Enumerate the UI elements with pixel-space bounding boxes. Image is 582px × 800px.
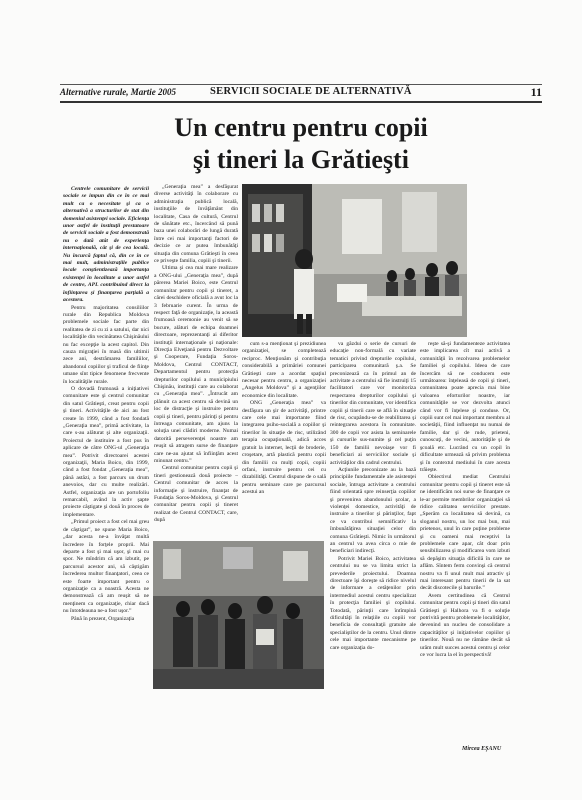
column-5 [420,341,510,741]
column-4 [330,341,416,741]
header-rule [60,101,542,103]
title-line-2: şi tineri la Grătieşti [193,145,409,174]
paragraph: Obiectivul mediat Centrului comunitar pentru copii şi tineret este să ne identificăm noi surse de finanţare ce le-ar permite membrilor organizaţiei să ridice calitatea serviciilor prestate. „Sperăm ca localitatea să devină, ca sloganul nostru, un loc mai bun, mai prietenos, unul în care puţine probleme şi cu oameni mai receptivi la problemele care apar, cât doar prin sensibilizarea şi modificarea vom izbuti să depăşim situaţia dificilă în care ne aflăm. Sîntem ferm convinşi că centrul nostru va fi unul mult mai atractiv şi mai interesant pentru tinerii de la sat decât discotecile şi barurile.” [420,474,510,592]
paragraph: Potrivit Mariei Boico, activitatea centrului nu se va limita strict la prevederile proiectului. Doamna directoare îşi doreşte să ridice nivelul de informare a cetăţenilor prin intermediul acestui centru specializat în protecţia familiei şi copilului. Totodată, părinţii care întîmpină dificultăţi în relaţiile cu copiii vor beneficia de consultaţii gratuite ale specialiştilor de la centru. Unul dintre cele mai importante mecanisme pe care organizaţia do- [330,555,416,651]
photo-group [153,541,324,689]
title-line-1: Un centru pentru copii [174,113,428,142]
paragraph: „Primul proiect a fost cel mai greu de câştigat”, ne spune Maria Boico, „dar acesta ne-a învăţat multă încredere în forţele proprii. Mai departe a fost şi mai uşor, şi mai cu spor. Ne mîndrim că am izbutit, pe parcursul acestor ani, să câştigăm încrederea multor finanţatori, ceea ce este foarte important pentru o organizaţie ca a noastră. Acesta ne demonstrează că am reuşit să ne menţinem ca organizaţie, chiar dacă nu întotdeauna ne-a fost uşor.” [63,519,149,615]
paragraph: Până în prezent, Organizaţia [71,615,135,622]
article-title [60,112,542,176]
paragraph: Centrul comunitar pentru copii şi tineri gestionează două proiecte – Centrul comunitar de acces la informaţie şi instruire, finanţat de Fundaţia Soros-Moldova, şi Centrul comunitar pentru copii şi tineret realizat de Centrul CONTACT, care, după [154,465,238,524]
publication-name: Alternative rurale, Martie 2005 [60,87,177,97]
column-1 [63,186,149,738]
paragraph: ONG „Generaţia mea” va desfăşura un şir de activităţi, printre care cele mai importante fiind integrarea psiho-socială a copiilor şi tinerilor în situaţie de risc, utilizând terapia ocupaţională, adică acces gratuit la internet, lecţii de broderie, croşetare, artă plastică pentru copii din familii cu mulţi copii, copiii orfani, instruire pentru cei cu dizabilităţi. Centrul dispune de o sală pentru seminare care pe parcursul acestui an [242,400,326,496]
photo-classroom [242,184,467,337]
paragraph: Ultima şi cea mai mare realizare a ONG-ului „Generaţia mea”, după părerea Mariei Boico, este Centrul comunitar pentru copii şi tineret, a cărei deschidere oficială a avut loc la 3 februarie curent. În urma de respect faţă de organizaţie, la această frumoasă ceremonie au venit să se bucure, alături de echipa doamnei directoare, reprezentanţi ai diferitor instituţii internaţionale şi naţionale: Direcţia Elveţiană pentru Dezvoltare şi Cooperare, Fundaţia Soros-Moldova, Centrul CONTACT, Departamentul pentru protecţia drepturilor copilului a municipiului Chişinău, instituţii care au colaborat cu „Generaţia mea”. „Întrucât am plănuit ca acest centru să devină un loc de distracţie şi instruire pentru copii şi tineri, pentru părinţi şi pentru întreaga comunitate, am ajuns la soluţia unei clădiri moderne. Numai datorită perseverenţei noastre am reuşit să atragem surse de finanţare care ne-au ajutat să înfiinţăm acest minunat centru.” [154,265,238,465]
paragraph: cum s-a menţionat şi prezidiunea organizaţiei, se completează reciproc. Menţionăm şi contribuţia considerabilă a primăriei comunei Grătieşti care a acordat spaţiul necesar pentru centru, a organizaţiei „Angelus Moldova” şi a agenţiilor economice din localitate. [242,341,326,399]
paragraph: Pentru majoritatea consiliilor rurale din Republica Moldova problemele sociale fac parte din realitatea de zi cu zi a satului, dar nici localităţile din vecinătatea Chişinăului nu fac excepţie la acest capitol. Din cauza migraţiei în masă din ultimii zece ani, destrămarea familiilor, abandonul copiilor şi traficul de fiinţe umane sînt tipice fenomene frecvente în localităţile rurale. [63,304,149,385]
column-3 [242,341,326,507]
paragraph: Acţiunile preconizate au la bază principiile fundamentale ale asistenţei sociale, întruga activitate a centrului fiind orientată spre reinserţia copiilor şi prevenirea abandonului şcolar, a violenţei domestice, activităţi de instruire a tinerilor şi părinţilor, fapt ce va contribui semnificativ la îmbunătăţirea situaţiei celor din comuna Grătieşti. Nimic în următorul an centrul va avea circa o mie de beneficiari indirecţi. [330,466,416,555]
article-lead: Centrele comunitare de servicii sociale se impun din ce în ce mai mult ca o necesitate şi ca o alternativă a structurilor de stat din domeniul asistenţei sociale. Eficienţa unor astfel de instituţii prestatoare de servicii sociale a fost demonstrată nu o dată atât de experienţa internaţională, cât şi de cea locală. Nu încurcă faptul că, din ce în ce mai mult, administraţiile publice locale conştientizează importanţa existenţei în localitate a unor astfel de centre, APL contribuind direct la înfiinţarea şi finanţarea parţială a acestora. [63,186,149,304]
photo-classroom-image [242,184,467,337]
photo-group-image [153,541,324,689]
paragraph: Avem certitudinea că Centrul comunitar pentru copii şi tineri din satul Grătieşti şi Halhora va fi o soluţie potrivită pentru problemele localităţilor, devenind un nucleu de consolidare a capacităţilor şi iniţiativelor copiilor şi tinerilor. Nouă nu ne rămâne decât să urăm mult succes acestui centru şi celor ce vor lucra la el în perspectivă! [420,592,510,659]
paragraph: va găzdui o serie de cursuri de educaţie non-formală cu variate tematici privind drepturile copilului, participarea comunitară ş.a. Se preconizează ca în primul an de activitate a centrului să fie instruiţi 15 facilitatori care vor monitoriza respectarea drepturilor copilului şi tinerilor din comunitate, vor identifica copiii şi tinerii care se află în situaţie de risc, ocupându-se de reabilitarea şi reintegrarea acestora în comunitate. 300 de copii vor asista la seminarele şi cursurile sus-numite şi cel puţin 150 de familii nevoiaşe vor fi beneficiari ai serviciilor sociale şi activităţilor din cadrul centrului. [330,341,416,466]
page-header [60,87,542,101]
page-number: 11 [530,85,542,99]
section-title: SERVICII SOCIALE DE ALTERNATIVĂ [210,86,412,97]
paragraph: O dovadă frumoasă a iniţiativei comunitare este şi centrul comunitar din satul Grătieşti, creat pentru copii şi tineri. Activităţile de aici au fost create în 1999, când a fost fondată „Generaţia mea”, primă activitate, la care s-au alăturat şi alte organizaţii. Proiectul de instituire a fost pus în aplicare de către ONG-ul „Generaţia mea”. Potrivit directoarei acestei organizaţii, Maria Boico, din 1999, când a fost fondat „Generaţia mea”, până astăzi, a fost parcurs un drum anevoios, dar cu multe realizări. Astfel, organizaţia are un portofoliu remarcabil, având la activ şapte proiecte câştigate şi două în proces de implementare. [63,385,149,518]
paragraph: „Generaţia mea” a desfăşurat diverse activităţi în colaborare cu administraţia publică locală, instituţiile de învăţământ din localitate, Casa de cultură, Centrul de sănătate etc., încercând să pună baza unei colaborări de lungă durată între cei mai importanţi factori de decizie ce ar putea îmbunătăţi situaţia din comuna Grătieşti în ceea ce priveşte familia, copiii şi tinerii. [154,184,238,265]
author-signature: Mircea EŞANU [462,746,502,752]
paragraph: reşte să-şi fundamenteze activitatea este implicarea cît mai activă a comunităţii în rezolvarea problemelor familiei şi copilului. Ideea de care încercăm să ne conducem este următoarea: înţeleasă de copii şi tineri, comunitatea poate aprecia mai bine valoarea eforturilor noastre, iar comunităţile se vor dezvolta atunci când vor fi înţelese şi conduse. Or, copiii sunt cel mai important membru al societăţii, fiind influenţat nu numai de familie, dar şi de rude, prieteni, cunoscuţi, de vecini, autorităţile şi de şcoală etc. Lucrând cu un copil în dificultate urmează să privim problema şi în contextul mediului în care acesta trăieşte. [420,341,510,473]
top-rule [60,84,542,85]
column-2 [154,184,238,524]
